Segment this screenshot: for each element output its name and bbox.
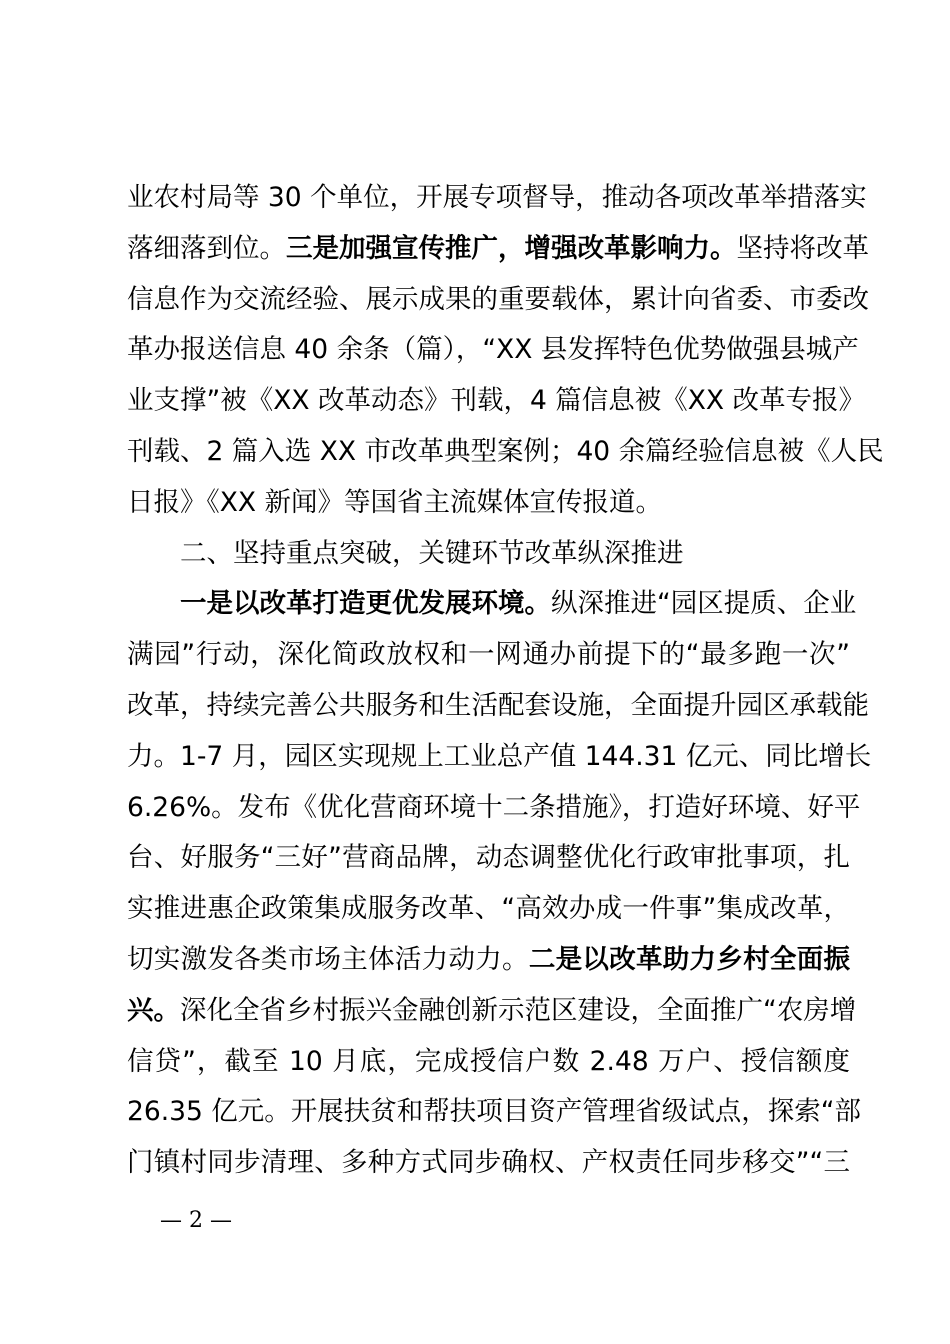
text-segment: 深化全省乡村振兴金融创新示范区建设，全面推广“农房增: [180, 994, 857, 1026]
text-segment: 力。1-7 月，园区实现规上工业总产值 144.31 亿元、同比增长: [127, 740, 872, 772]
text-line: [127, 483, 850, 523]
text-line: [180, 584, 857, 624]
text-line: [127, 838, 850, 878]
text-line: [127, 1042, 850, 1082]
text-line: [127, 229, 869, 269]
text-segment: 实推进惠企政策集成服务改革、“高效办成一件事”集成改革，: [127, 893, 850, 925]
text-line: [127, 1092, 862, 1132]
text-line: [127, 280, 869, 320]
text-segment: 信息作为交流经验、展示成果的重要载体，累计向省委、市委改: [127, 283, 869, 315]
text-line: [180, 534, 850, 574]
page-number: — 2 —: [160, 1208, 232, 1233]
text-segment: 二、坚持重点突破，关键环节改革纵深推进: [180, 537, 684, 569]
text-segment: 纵深推进“园区提质、企业: [551, 588, 857, 620]
text-line: [127, 940, 850, 980]
text-line: [127, 788, 861, 828]
text-line: [127, 1143, 850, 1183]
text-line: [127, 635, 850, 675]
text-segment: 改革，持续完善公共服务和生活配套设施，全面提升园区承载能: [127, 690, 869, 721]
text-segment: 台、好服务“三好”营商品牌，动态调整优化行政审批事项，扎: [127, 842, 850, 874]
text-segment: 26.35 亿元。开展扶贫和帮扶项目资产管理省级试点，探索“部: [127, 1096, 862, 1128]
text-segment: 信贷”，截至 10 月底，完成授信户数 2.48 万户、授信额度: [127, 1045, 850, 1077]
bold-text-segment: 三是加强宣传推广，增强改革影响力。: [286, 232, 737, 264]
text-line: [127, 889, 850, 929]
text-segment: 业支撑”被《XX 改革动态》刊载，4 篇信息被《XX 改革专报》: [127, 385, 865, 417]
text-line: [127, 686, 869, 726]
text-segment: 业农村局等 30 个单位，开展专项督导，推动各项改革举措落实: [127, 182, 867, 213]
text-segment: 落细落到位。: [127, 232, 286, 264]
bold-text-segment: 二是以改革助力乡村全面振: [528, 944, 851, 975]
text-line: [127, 991, 857, 1031]
text-segment: 日报》《XX 新闻》等国省主流媒体宣传报道。: [127, 486, 662, 518]
text-segment: 坚持将改革: [736, 232, 869, 264]
text-line: [127, 178, 867, 218]
text-segment: 革办报送信息 40 余条（篇），“XX 县发挥特色优势做强县城产: [127, 334, 859, 366]
text-line: [127, 330, 859, 370]
text-segment: 6.26%。发布《优化营商环境十二条措施》，打造好环境、好平: [127, 791, 861, 823]
text-line: [127, 381, 865, 421]
text-segment: 切实激发各类市场主体活力动力。: [127, 944, 529, 975]
text-segment: 满园”行动，深化简政放权和一网通办前提下的“最多跑一次”: [127, 639, 850, 671]
text-segment: 门镇村同步清理、多种方式同步确权、产权责任同步移交”“三: [127, 1147, 850, 1179]
text-segment: 刊载、2 篇入选 XX 市改革典型案例；40 余篇经验信息被《人民: [127, 436, 884, 467]
text-line: [127, 432, 884, 472]
bold-text-segment: 兴。: [127, 994, 180, 1026]
bold-text-segment: 一是以改革打造更优发展环境。: [180, 588, 551, 620]
text-line: [127, 737, 872, 777]
